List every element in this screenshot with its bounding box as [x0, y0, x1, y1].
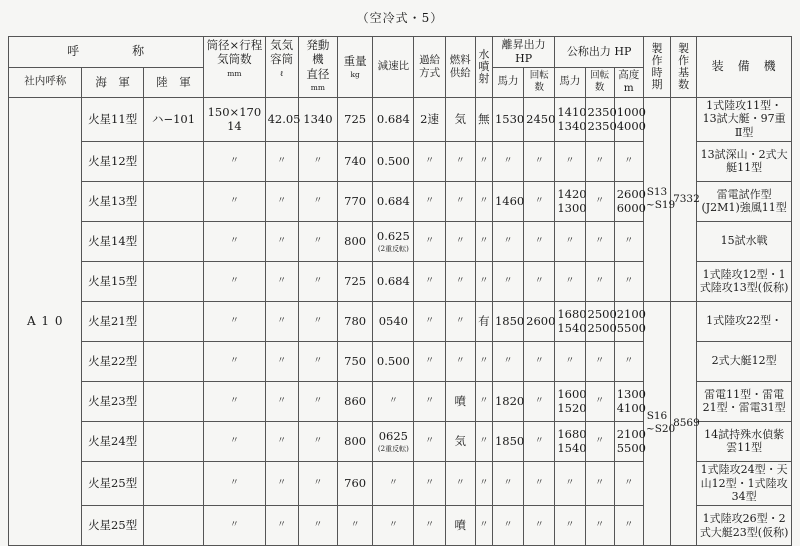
cell-ratio: 0.684 — [373, 97, 414, 141]
cell-bore: 〃 — [204, 221, 265, 261]
cell-alt: 2600 6000 — [614, 181, 643, 221]
cell-ratio: 0.684 — [373, 261, 414, 301]
cell-alt: 〃 — [614, 261, 643, 301]
header-altitude: 高度 m — [614, 67, 643, 97]
production-period-cell: S13 ~S19 — [643, 97, 670, 301]
cell-fuel: 〃 — [445, 181, 475, 221]
cell-bore: 〃 — [204, 341, 265, 381]
cell-disp: 〃 — [265, 221, 298, 261]
cell-sc: 〃 — [414, 381, 445, 421]
cell-nom-rpm: 〃 — [585, 506, 614, 546]
cell-weight: 725 — [338, 97, 373, 141]
cell-ratio: 0.500 — [373, 141, 414, 181]
cell-army — [143, 301, 203, 341]
cell-to-rpm: 〃 — [524, 461, 555, 505]
engine-spec-table — [8, 36, 792, 546]
header-yobisho: 呼 称 — [9, 37, 204, 68]
cell-ratio: 0540 — [373, 301, 414, 341]
cell-alt: 2100 5500 — [614, 421, 643, 461]
cell-to-rpm: 〃 — [524, 261, 555, 301]
cell-disp: 〃 — [265, 141, 298, 181]
cell-to-rpm: 〃 — [524, 181, 555, 221]
cell-nom-hp: 1410 1340 — [555, 97, 585, 141]
cell-army — [143, 421, 203, 461]
table-row — [9, 97, 792, 141]
cell-disp: 〃 — [265, 506, 298, 546]
cell-nom-rpm: 〃 — [585, 221, 614, 261]
cell-dia: 〃 — [298, 181, 337, 221]
equipment-cell: 15試水戦 — [697, 221, 792, 261]
equipment-cell: 1式陸攻26型・2式大艇23型(仮称) — [697, 506, 792, 546]
cell-ratio: 〃 — [373, 461, 414, 505]
equipment-cell: 雷電試作型(J2M1)強風11型 — [697, 181, 792, 221]
cell-sc: 〃 — [414, 261, 445, 301]
cell-to-rpm: 2450 — [524, 97, 555, 141]
header-rpm: 回転数 — [524, 67, 555, 97]
cell-weight: 740 — [338, 141, 373, 181]
cell-bore: 〃 — [204, 301, 265, 341]
cell-sc: 〃 — [414, 506, 445, 546]
cell-bore: 〃 — [204, 381, 265, 421]
cell-fuel: 〃 — [445, 301, 475, 341]
cell-bore: 〃 — [204, 261, 265, 301]
cell-alt: 〃 — [614, 221, 643, 261]
cell-to-hp: 〃 — [492, 261, 523, 301]
header-engine-diameter: 発動機 直径 mm — [298, 37, 337, 98]
cell-navy: 火星25型 — [82, 506, 143, 546]
cell-ratio: 0625 (2重反転) — [373, 421, 414, 461]
cell-water: 〃 — [475, 381, 492, 421]
cell-to-hp: 〃 — [492, 141, 523, 181]
cell-navy: 火星25型 — [82, 461, 143, 505]
cell-fuel: 〃 — [445, 341, 475, 381]
cell-nom-rpm: 〃 — [585, 341, 614, 381]
cell-water: 無 — [475, 97, 492, 141]
cell-to-rpm: 〃 — [524, 221, 555, 261]
production-count-cell: 7332 — [671, 97, 697, 301]
header-supercharger: 過給 方式 — [414, 37, 445, 98]
cell-dia: 〃 — [298, 421, 337, 461]
cell-dia: 〃 — [298, 461, 337, 505]
header-horsepower: 馬力 — [492, 67, 523, 97]
cell-army: ハ−101 — [143, 97, 203, 141]
cell-ratio: 0.625 (2重反転) — [373, 221, 414, 261]
cell-sc: 〃 — [414, 141, 445, 181]
cell-to-hp: 1820 — [492, 381, 523, 421]
cell-to-rpm: 2600 — [524, 301, 555, 341]
cell-nom-hp: 1600 1520 — [555, 381, 585, 421]
cell-nom-hp: 〃 — [555, 341, 585, 381]
cell-to-rpm: 〃 — [524, 141, 555, 181]
cell-nom-rpm: 〃 — [585, 421, 614, 461]
cell-fuel: 〃 — [445, 141, 475, 181]
cell-fuel: 噴 — [445, 381, 475, 421]
cell-weight: 750 — [338, 341, 373, 381]
cell-nom-rpm: 〃 — [585, 261, 614, 301]
cell-weight: 760 — [338, 461, 373, 505]
cell-navy: 火星13型 — [82, 181, 143, 221]
cell-fuel: 〃 — [445, 221, 475, 261]
cell-sc: 〃 — [414, 221, 445, 261]
cell-army — [143, 261, 203, 301]
cell-army — [143, 221, 203, 261]
cell-fuel: 気 — [445, 421, 475, 461]
cell-navy: 火星14型 — [82, 221, 143, 261]
cell-alt: 〃 — [614, 461, 643, 505]
cell-fuel: 噴 — [445, 506, 475, 546]
cell-army — [143, 381, 203, 421]
cell-army — [143, 506, 203, 546]
cell-to-rpm: 〃 — [524, 341, 555, 381]
cell-navy: 火星15型 — [82, 261, 143, 301]
cell-disp: 〃 — [265, 381, 298, 421]
cell-army — [143, 461, 203, 505]
cell-disp: 42.05 — [265, 97, 298, 141]
cell-weight: 〃 — [338, 506, 373, 546]
cell-nom-hp: 〃 — [555, 461, 585, 505]
cell-disp: 〃 — [265, 341, 298, 381]
header-army: 陸 軍 — [143, 67, 203, 97]
cell-sc: 2速 — [414, 97, 445, 141]
cell-bore: 〃 — [204, 506, 265, 546]
cell-ratio: 〃 — [373, 506, 414, 546]
cell-water: 〃 — [475, 421, 492, 461]
header-weight: 重量 kg — [338, 37, 373, 98]
cell-water: 〃 — [475, 141, 492, 181]
equipment-cell: 1式陸攻11型・13試大艇・97重Ⅱ型 — [697, 97, 792, 141]
header-bore-stroke: 筒径×行程 気筒数 mm — [204, 37, 265, 98]
cell-dia: 〃 — [298, 301, 337, 341]
cell-water: 〃 — [475, 261, 492, 301]
cell-dia: 〃 — [298, 261, 337, 301]
header-company-name: 社内呼称 — [9, 67, 82, 97]
equipment-cell: 1式陸攻12型・1式陸攻13型(仮称) — [697, 261, 792, 301]
header-production-count: 製 作 基 数 — [671, 37, 697, 98]
cell-ratio: 0.684 — [373, 181, 414, 221]
cell-nom-hp: 1680 1540 — [555, 421, 585, 461]
cell-nom-hp: 1420 1300 — [555, 181, 585, 221]
cell-army — [143, 341, 203, 381]
cell-disp: 〃 — [265, 301, 298, 341]
cell-alt: 2100 5500 — [614, 301, 643, 341]
cell-weight: 800 — [338, 421, 373, 461]
production-count-cell: 8569 — [671, 301, 697, 545]
cell-alt: 1000 4000 — [614, 97, 643, 141]
cell-navy: 火星12型 — [82, 141, 143, 181]
cell-weight: 725 — [338, 261, 373, 301]
cell-to-hp: 〃 — [492, 341, 523, 381]
cell-alt: 〃 — [614, 506, 643, 546]
cell-navy: 火星21型 — [82, 301, 143, 341]
cell-alt: 〃 — [614, 141, 643, 181]
cell-nom-hp: 〃 — [555, 506, 585, 546]
cell-bore: 〃 — [204, 461, 265, 505]
cell-to-hp: 〃 — [492, 461, 523, 505]
equipment-cell: 雷電11型・雷電21型・雷電31型 — [697, 381, 792, 421]
cell-nom-hp: 1680 1540 — [555, 301, 585, 341]
cell-water: 〃 — [475, 221, 492, 261]
header-fuel: 燃料 供給 — [445, 37, 475, 98]
cell-water: 〃 — [475, 341, 492, 381]
cell-bore: 〃 — [204, 141, 265, 181]
cell-dia: 〃 — [298, 341, 337, 381]
cell-to-hp: 〃 — [492, 506, 523, 546]
cell-bore: 150×170 14 — [204, 97, 265, 141]
cell-nom-rpm: 2500 2500 — [585, 301, 614, 341]
cell-nom-rpm: 2350 2350 — [585, 97, 614, 141]
header-takeoff-hp: 離昇出力 HP — [492, 37, 554, 68]
cell-to-rpm: 〃 — [524, 421, 555, 461]
cell-to-hp: 1850 — [492, 301, 523, 341]
cell-disp: 〃 — [265, 261, 298, 301]
cell-weight: 770 — [338, 181, 373, 221]
cell-nom-rpm: 〃 — [585, 461, 614, 505]
cell-nom-hp: 〃 — [555, 261, 585, 301]
cell-water: 有 — [475, 301, 492, 341]
cell-bore: 〃 — [204, 181, 265, 221]
cell-to-hp: 1460 — [492, 181, 523, 221]
cell-nom-rpm: 〃 — [585, 141, 614, 181]
header-row-1 — [9, 37, 792, 68]
cell-sc: 〃 — [414, 341, 445, 381]
cell-army — [143, 141, 203, 181]
cell-dia: 〃 — [298, 506, 337, 546]
cell-fuel: 〃 — [445, 261, 475, 301]
header-rpm-nominal: 回転数 — [585, 67, 614, 97]
cell-dia: 〃 — [298, 221, 337, 261]
header-horsepower-nominal: 馬力 — [555, 67, 585, 97]
equipment-cell: 1式陸攻24型・天山12型・1式陸攻34型 — [697, 461, 792, 505]
equipment-cell: 2式大艇12型 — [697, 341, 792, 381]
cell-to-hp: 1850 — [492, 421, 523, 461]
cell-water: 〃 — [475, 461, 492, 505]
header-reduction: 減速比 — [373, 37, 414, 98]
cell-water: 〃 — [475, 181, 492, 221]
cell-ratio: 〃 — [373, 381, 414, 421]
cell-to-hp: 〃 — [492, 221, 523, 261]
cell-water: 〃 — [475, 506, 492, 546]
equipment-cell: 13試深山・2式大艇11型 — [697, 141, 792, 181]
cell-disp: 〃 — [265, 181, 298, 221]
table-row — [9, 301, 792, 341]
cell-nom-hp: 〃 — [555, 221, 585, 261]
header-navy: 海 軍 — [82, 67, 143, 97]
cell-navy: 火星11型 — [82, 97, 143, 141]
cell-ratio: 0.500 — [373, 341, 414, 381]
cell-alt: 〃 — [614, 341, 643, 381]
cell-disp: 〃 — [265, 421, 298, 461]
production-period-cell: S16 ~S20 — [643, 301, 670, 545]
header-equipment: 装 備 機 — [697, 37, 792, 98]
cell-disp: 〃 — [265, 461, 298, 505]
cell-weight: 780 — [338, 301, 373, 341]
cell-to-rpm: 〃 — [524, 506, 555, 546]
equipment-cell: 14試持殊水偵紫雲11型 — [697, 421, 792, 461]
company-code-cell: A 1 0 — [9, 97, 82, 546]
cell-to-hp: 1530 — [492, 97, 523, 141]
cell-alt: 1300 4100 — [614, 381, 643, 421]
cell-sc: 〃 — [414, 301, 445, 341]
cell-sc: 〃 — [414, 461, 445, 505]
cell-navy: 火星24型 — [82, 421, 143, 461]
cell-sc: 〃 — [414, 421, 445, 461]
cell-to-rpm: 〃 — [524, 381, 555, 421]
cell-nom-hp: 〃 — [555, 141, 585, 181]
cell-fuel: 気 — [445, 97, 475, 141]
header-production-period: 製 作 時 期 — [643, 37, 670, 98]
header-water-injection: 水 噴 射 — [475, 37, 492, 98]
cell-sc: 〃 — [414, 181, 445, 221]
header-nominal-hp: 公称出力 HP — [555, 37, 644, 68]
cell-navy: 火星23型 — [82, 381, 143, 421]
cell-fuel: 〃 — [445, 461, 475, 505]
cell-dia: 1340 — [298, 97, 337, 141]
cell-nom-rpm: 〃 — [585, 181, 614, 221]
header-displacement: 気気 容筒 ℓ — [265, 37, 298, 98]
cell-weight: 800 — [338, 221, 373, 261]
cell-bore: 〃 — [204, 421, 265, 461]
cell-nom-rpm: 〃 — [585, 381, 614, 421]
equipment-cell: 1式陸攻22型・ — [697, 301, 792, 341]
cell-dia: 〃 — [298, 381, 337, 421]
cell-army — [143, 181, 203, 221]
cell-navy: 火星22型 — [82, 341, 143, 381]
table-caption: （空冷式・5） — [356, 11, 444, 25]
cell-weight: 860 — [338, 381, 373, 421]
cell-dia: 〃 — [298, 141, 337, 181]
